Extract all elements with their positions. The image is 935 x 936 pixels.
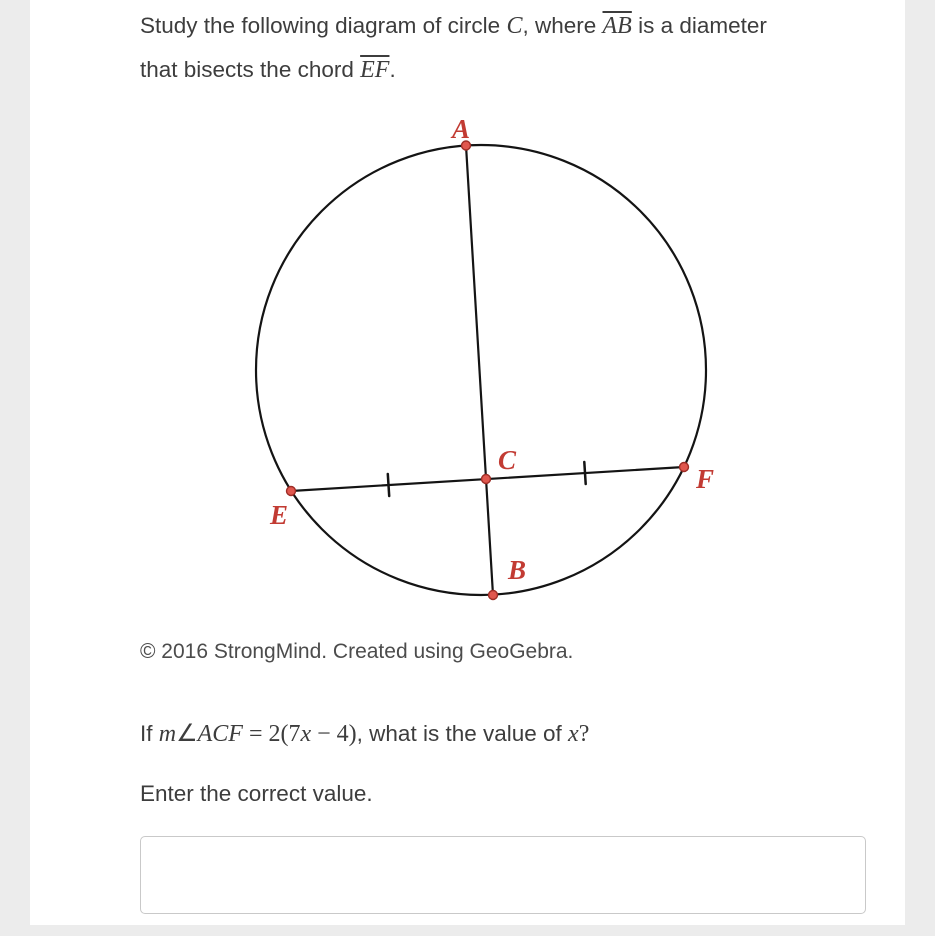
point-f: [680, 463, 689, 472]
math-c: C: [506, 13, 523, 39]
content-panel: [30, 0, 905, 925]
question-text: [140, 719, 589, 748]
label-a: A: [451, 114, 471, 144]
math-m: m: [158, 721, 177, 747]
label-e: E: [269, 500, 289, 530]
point-c: [482, 475, 491, 484]
point-b: [489, 591, 498, 600]
math-acf: ACF: [197, 721, 243, 747]
math-equation-end: − 4): [311, 721, 357, 747]
attribution-text: © 2016 StrongMind. Created using GeoGebra.: [140, 640, 574, 663]
intro-line-1: [140, 4, 890, 48]
tick-mark-cf: [584, 462, 585, 484]
question-middle: , what is the value of: [356, 721, 569, 746]
question-mark: ?: [578, 721, 590, 747]
tick-mark-ec: [388, 474, 389, 496]
intro-text: Study the following diagram of circle: [140, 13, 507, 38]
math-equation: = 2(7: [242, 721, 301, 747]
point-e: [287, 487, 296, 496]
question-prefix: If: [140, 721, 159, 746]
math-ab-segment: $\overline{AB}$: [602, 13, 632, 39]
angle-symbol: ∠: [176, 721, 198, 747]
label-c: C: [497, 445, 517, 475]
intro-line-2: [140, 48, 890, 92]
math-ef-segment: $\overline{EF}$: [360, 57, 390, 83]
intro-text: .: [389, 57, 396, 82]
answer-input[interactable]: [140, 836, 866, 914]
intro-text: that bisects the chord: [140, 57, 361, 82]
math-x: x: [300, 721, 312, 747]
diameter-ab-line: [466, 146, 493, 596]
label-b: B: [507, 555, 527, 585]
instruction-text: Enter the correct value.: [140, 781, 373, 806]
question-intro: [140, 4, 890, 92]
circle-c-outline: [256, 145, 706, 595]
math-x2: x: [568, 721, 579, 747]
intro-text: is a diameter: [631, 13, 767, 38]
intro-text: , where: [522, 13, 603, 38]
label-f: F: [695, 464, 715, 494]
circle-diagram: [245, 110, 730, 620]
